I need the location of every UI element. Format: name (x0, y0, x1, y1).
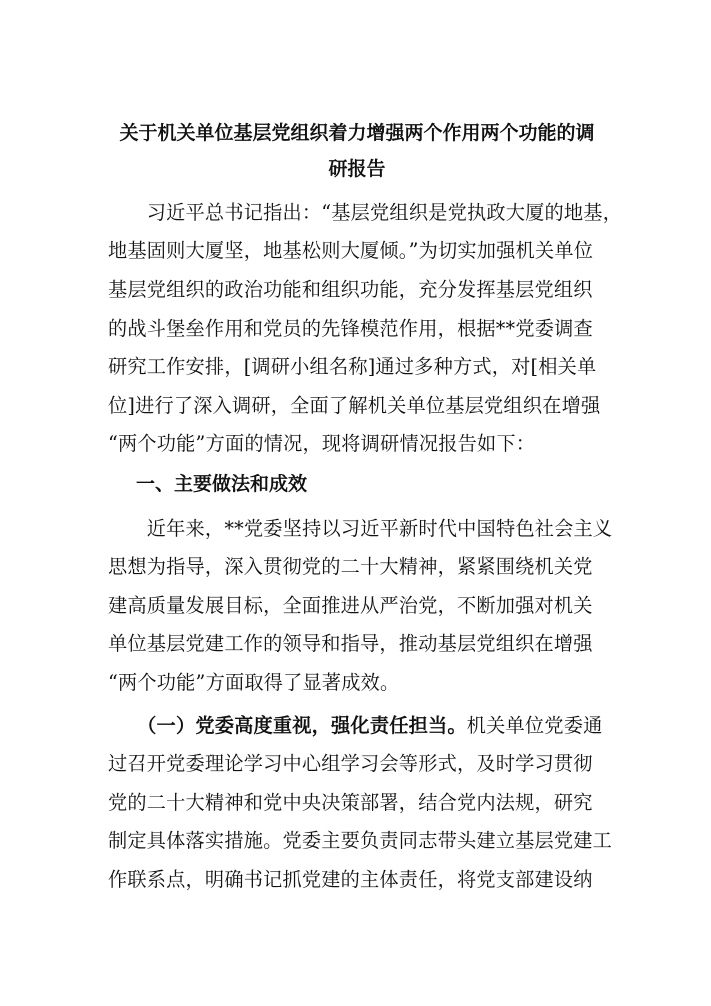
text-line: 过召开党委理论学习中心组学习会等形式，及时学习贯彻 (108, 752, 593, 775)
text-line: 研究工作安排，[调研小组名称]通过多种方式，对[相关单 (108, 355, 597, 378)
subsection-lead: （一）党委高度重视，强化责任担当。 (108, 714, 467, 737)
text-line: “两个功能”方面取得了显著成效。 (108, 671, 400, 694)
text-line: 习近平总书记指出：“基层党组织是党执政大厦的地基， (108, 201, 623, 224)
text-line: 地基固则大厦坚，地基松则大厦倾。”为切实加强机关单位 (108, 239, 594, 262)
text-line (108, 707, 604, 746)
text-line: 党的二十大精神和党中央决策部署，结合党内法规，研究 (108, 791, 593, 814)
document-title-line-2: 研报告 (328, 158, 386, 180)
text-line: 的战斗堡垒作用和党员的先锋模范作用，根据**党委调查 (108, 317, 593, 340)
document-title-line-1: 关于机关单位基层党组织着力增强两个作用两个功能的调 (119, 122, 595, 144)
section-heading: 一、主要做法和成效 (136, 473, 308, 495)
text-line: 制定具体落实措施。党委主要负责同志带头建立基层党建工 (108, 829, 613, 852)
subsection-text: 机关单位党委通 (466, 714, 603, 737)
text-line: 建高质量发展目标，全面推进从严治党，不断加强对机关 (108, 594, 593, 617)
text-line: 单位基层党建工作的领导和指导，推动基层党组织在增强 (108, 632, 593, 655)
text-line: 作联系点，明确书记抓党建的主体责任，将党支部建设纳 (108, 868, 593, 891)
text-line: “两个功能”方面的情况，现将调研情况报告如下： (108, 432, 536, 455)
text-line: 近年来，**党委坚持以习近平新时代中国特色社会主义 (108, 517, 613, 540)
text-line: 位]进行了深入调研，全面了解机关单位基层党组织在增强 (108, 394, 601, 417)
text-line: 思想为指导，深入贯彻党的二十大精神，紧紧围绕机关党 (108, 555, 593, 578)
text-line: 基层党组织的政治功能和组织功能，充分发挥基层党组织 (108, 278, 593, 301)
